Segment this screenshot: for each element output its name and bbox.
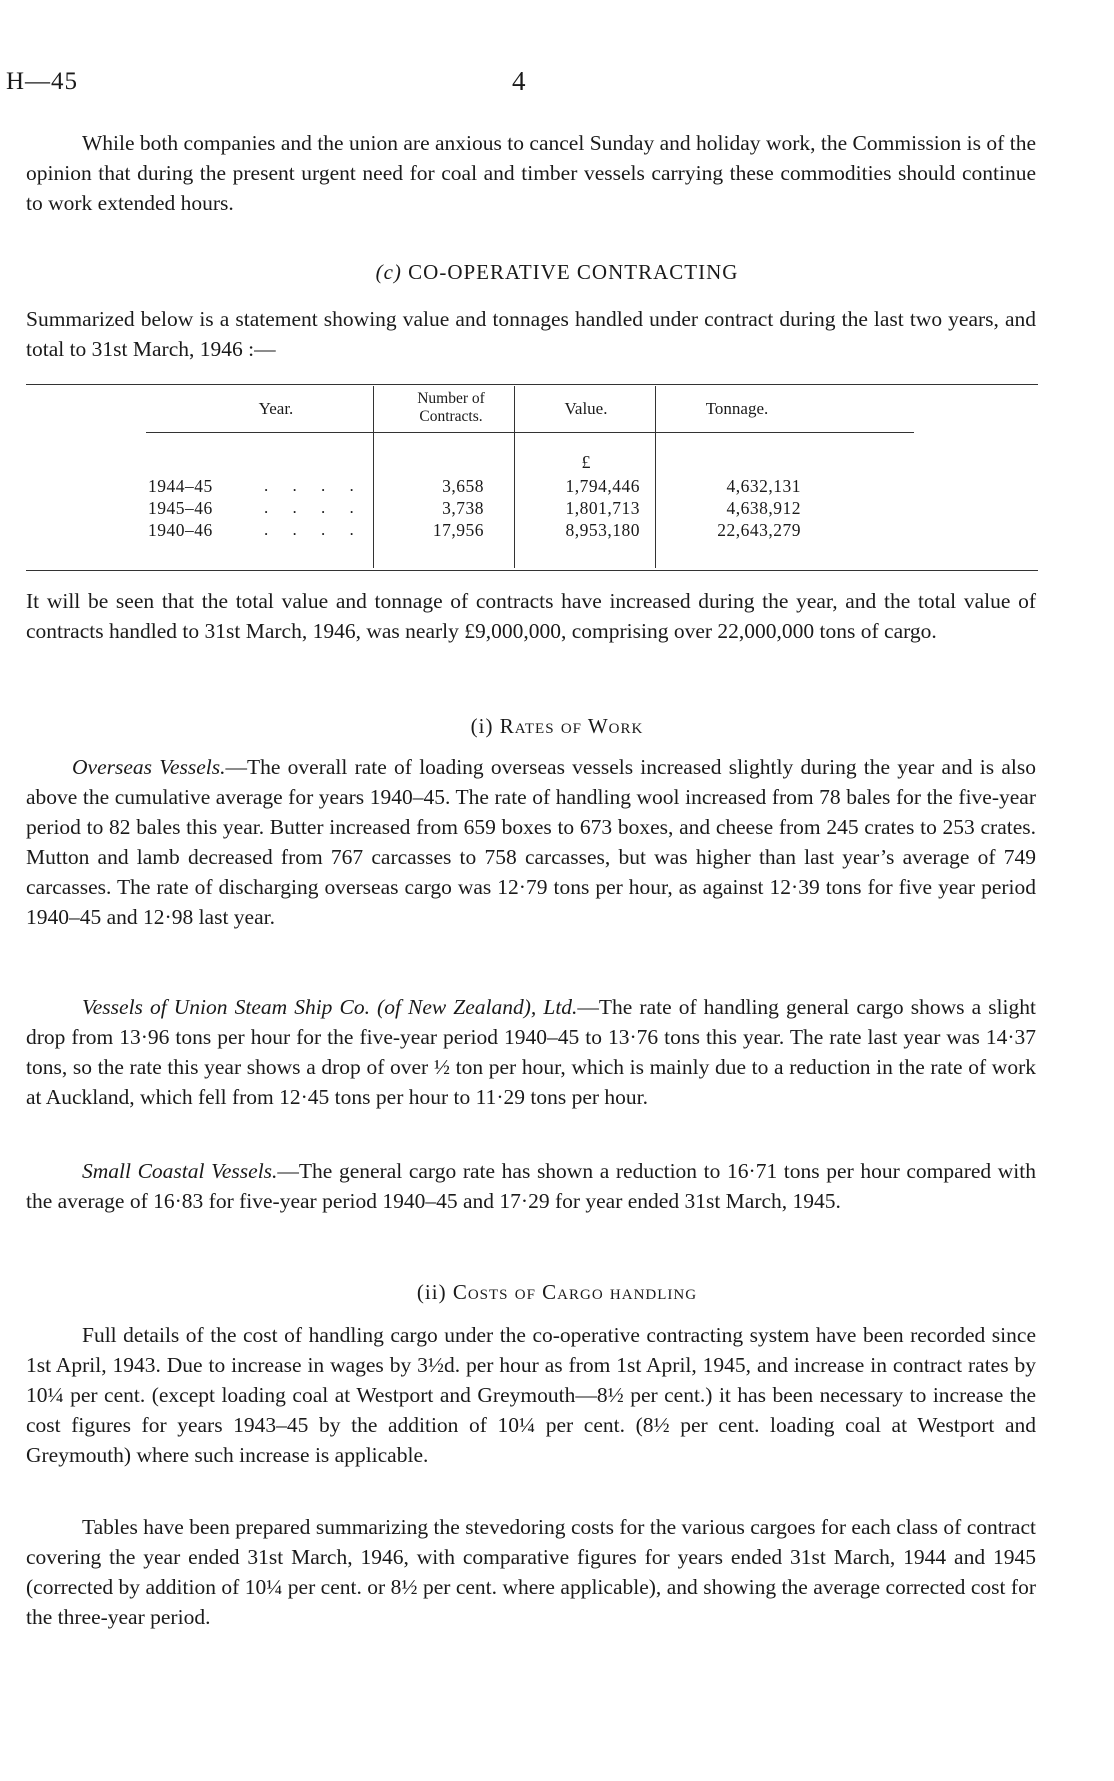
row-tonnage: 22,643,279 <box>717 520 801 540</box>
value-currency-unit: £ <box>581 452 591 472</box>
row-value: 1,794,446 <box>565 476 640 496</box>
row-value: 1,801,713 <box>565 498 640 518</box>
paragraph-overseas-vessels: Overseas Vessels.—The overall rate of loading overseas vessels increased slightly during the year and is also above the cumulative average for years 1940–45. The rate of handling wool increased from 78 bales for the five-year period to 82 bales this year. Butter increased from 659 boxes to 673 boxes, and cheese from 245 crates to 253 crates. Mutton and lamb decreased from 767 carcasses to 758 carcasses, but was higher than last year’s average of 749 carcasses. The rate of discharging overseas cargo was 12·79 tons per hour, as against 12·39 tons for five year period 1940–45 and 12·98 last year. <box>26 755 1036 929</box>
row-tonnage: 4,632,131 <box>726 476 801 496</box>
row-value: 8,953,180 <box>565 520 640 540</box>
paragraph-cost-details: Full details of the cost of handling cargo under the co-operative contracting system have been recorded since 1st April, 1943. Due to increase in wages by 3½d. per hour as from 1st April, 1945, and increase in contract rates by 10¼ per cent. (except loading coal at Westport and Greymouth—8½ per cent.) it has been necessary to increase the cost figures for years 1943–45 by the addition of 10¼ per cent. (8½ per cent. loading coal at Westport and Greymouth) where such increase is applicable. <box>26 1323 1036 1467</box>
leader-dots: . . . . <box>264 476 364 495</box>
leader-dots: . . . . <box>264 498 364 517</box>
leader-dots: . . . . <box>264 520 364 539</box>
paragraph-total-value: It will be seen that the total value and tonnage of contracts have increased during the year, and the total value of contracts handled to 31st March, 1946, was nearly £9,000,000, comprising over 22,000,000 tons of cargo. <box>26 589 1036 643</box>
row-tonnage: 4,638,912 <box>726 498 801 518</box>
row-year: 1945–46 <box>148 498 213 518</box>
paragraph-tables-prepared: Tables have been prepared summarizing the stevedoring costs for the various cargoes for each class of contract covering the year ended 31st March, 1946, with comparative figures for years ended 31st March, 1944 and 1945 (corrected by addition of 10¼ per cent. or 8½ per cent. where applicable), and showing the average corrected cost for the three-year period. <box>26 1515 1036 1629</box>
table-header-rule <box>146 432 914 433</box>
heading-costs-of-cargo-handling: (ii) Costs of Cargo handling <box>416 1280 698 1304</box>
contracts-table <box>26 384 1038 572</box>
row-contracts: 3,658 <box>442 476 484 496</box>
table-top-rule <box>26 384 1038 385</box>
table-header-year: Year. <box>258 399 294 418</box>
paragraph-sunday-work: While both companies and the union are anxious to cancel Sunday and holiday work, the Commission is of the opinion that during the present urgent need for coal and timber vessels carrying these commodities should continue to work extended hours. <box>26 131 1036 215</box>
table-header-contracts: Number of Contracts. <box>417 390 485 425</box>
paragraph-union-steam-ship: Vessels of Union Steam Ship Co. (of New Zealand), Ltd.—The rate of handling general cargo shows a slight drop from 13·96 tons per hour for the five-year period 1940–45 to 13·76 tons this year. The rate last year was 14·37 tons, so the rate this year shows a drop of over ½ ton per hour, which is mainly due to a reduction in the rate of work at Auckland, which fell from 12·45 tons per hour to 11·29 tons per hour. <box>26 995 1036 1109</box>
heading-co-operative-contracting: (c) CO-OPERATIVE CONTRACTING <box>375 260 739 284</box>
row-year: 1944–45 <box>148 476 213 496</box>
row-contracts: 17,956 <box>432 520 484 540</box>
page-number: 4 <box>512 66 526 96</box>
paragraph-summary-intro: Summarized below is a statement showing value and tonnages handled under contract during the last two years, and total to 31st March, 1946 :— <box>26 307 1036 361</box>
table-bottom-rule <box>26 570 1038 571</box>
row-contracts: 3,738 <box>442 498 484 518</box>
table-header-tonnage: Tonnage. <box>705 399 769 418</box>
paragraph-small-coastal: Small Coastal Vessels.—The general cargo rate has shown a reduction to 16·71 tons per hour compared with the average of 16·83 for five-year period 1940–45 and 17·29 for year ended 31st March, 1945. <box>26 1159 1036 1213</box>
row-year: 1940–46 <box>148 520 213 540</box>
table-header-value: Value. <box>564 399 608 418</box>
document-code: H—45 <box>6 68 79 95</box>
heading-rates-of-work: (i) Rates of Work <box>470 714 644 738</box>
